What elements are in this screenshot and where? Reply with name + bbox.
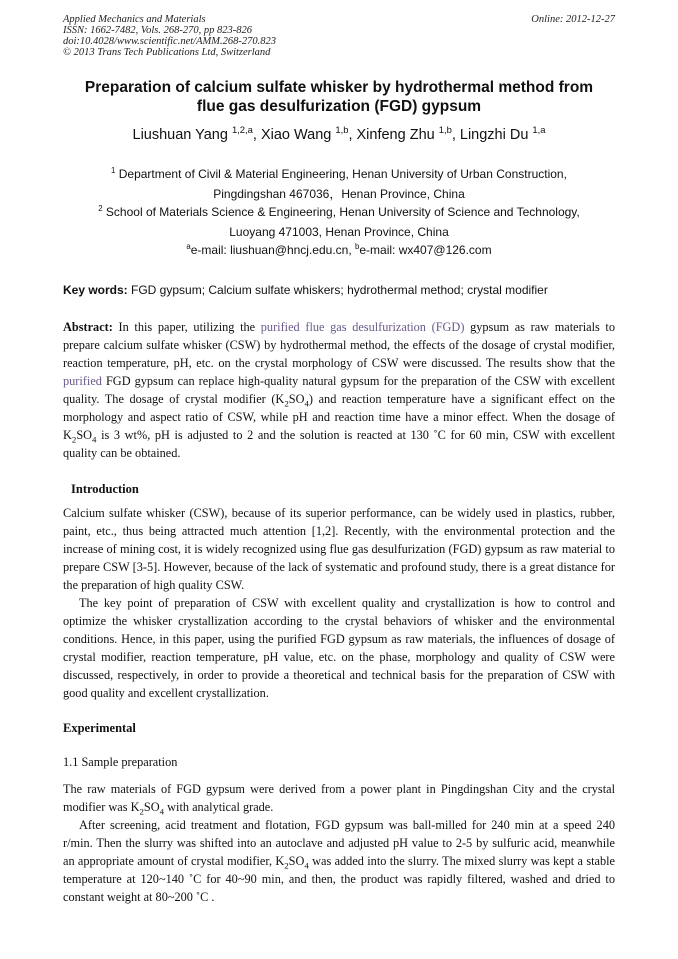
subscript: 4: [159, 806, 165, 817]
email-a: e-mail: liushuan@hncj.edu.cn,: [190, 243, 356, 257]
author-list: Liushuan Yang $^{1,2,a}$, Xiao Wang $^{1,b}$, Xinfeng Zhu $^{1,b}$, Lingzhi Du $^{1,a}$: [132, 124, 546, 143]
affiliation-line: School of Materials Science & Engineering, Henan University of Science and Technology,: [105, 205, 580, 219]
keywords-label: Key words:: [63, 283, 128, 297]
author-name: Xiao Wang: [260, 127, 332, 143]
author-sup: 1,b: [438, 124, 452, 136]
paragraph-text: SO: [143, 800, 160, 814]
subscript: 4: [304, 398, 309, 409]
abstract-text: In this paper, utilizing the: [112, 320, 261, 334]
abstract-text: SO: [288, 392, 305, 406]
paragraph-text: After screening, acid treatment and flotation, FGD gypsum was ball-milled for 240 min at a speed 240 r/min. Then the slurry was shifted into an autoclave and adjusted pH value to 2-5 by sulfuric acid, meanwhile an appropriate amount of crystal modifier, K: [63, 818, 615, 868]
abstract-label: Abstract:: [63, 320, 113, 334]
abstract-highlight: purified flue gas desulfurization (FGD): [260, 320, 465, 334]
email-line: [60, 243, 618, 257]
paragraph-text: with analytical grade.: [164, 800, 274, 814]
affiliation-1: [60, 164, 618, 204]
experimental-heading: Experimental: [63, 721, 136, 735]
keywords-text: FGD gypsum; Calcium sulfate whiskers; hydrothermal method; crystal modifier: [127, 283, 548, 297]
abstract-text: is 3 wt%, pH is adjusted to 2 and the solution is reacted at 130 ˚C for 60 min, CSW with excellent quality can be obtained.: [63, 428, 615, 460]
author-sup: 1,b: [335, 124, 349, 136]
subscript: 2: [71, 434, 77, 445]
author-name: Liushuan Yang: [132, 127, 228, 143]
abstract-text: SO: [76, 428, 93, 442]
affiliation-sup: 2: [98, 204, 103, 213]
abstract: [63, 318, 615, 462]
subscript: 2: [284, 860, 289, 871]
email-sup: a: [186, 242, 191, 251]
abstract-text: FGD gypsum can replace high-quality natural gypsum for the preparation of the CSW with excellent quality. The dosage of crystal modifier (K: [63, 374, 615, 406]
author-sup: 1,2,a: [231, 124, 253, 136]
paper-title: [60, 79, 618, 116]
online-date: Online: 2012-12-27: [531, 14, 615, 25]
introduction-paragraph-2: The key point of preparation of CSW with excellent quality and crystallization is how to control and optimize the whisker crystallization according to the crystal behaviors of whisker and the environmental conditions. Hence, in this paper, using the purified FGD gypsum as raw materials, the influences of dosage of crystal modifier, reaction temperature, pH value, etc. on the phase, morphology and quality of CSW were discussed, respectively, in order to provide a theoretical and technical basis for the preparation of CSW with good quality and excellent crystallization.: [63, 596, 615, 700]
abstract-text: ) and reaction temperature have a significant effect on the morphology and aspect ratio of CSW, while pH and reaction time have a minor effect. When the dosage of K: [63, 392, 615, 442]
copyright-line: © 2013 Trans Tech Publications Ltd, Switzerland: [63, 47, 271, 58]
experimental-paragraph-1: [63, 780, 615, 816]
affiliation-line: Luoyang 471003, Henan Province, China: [229, 225, 449, 239]
issn-line: ISSN: 1662-7482, Vols. 268-270, pp 823-826: [63, 25, 252, 36]
abstract-highlight: purified: [63, 374, 102, 388]
title-line: Preparation of calcium sulfate whisker by hydrothermal method from: [84, 79, 594, 96]
affiliation-line: Pingdingshan 467036，Henan Province, China: [213, 187, 465, 201]
paragraph-text: The raw materials of FGD gypsum were derived from a power plant in Pingdingshan City and the crystal modifier was K: [63, 782, 615, 814]
affiliation-2: [60, 202, 618, 242]
introduction-heading: Introduction: [71, 482, 139, 496]
journal-name: Applied Mechanics and Materials: [63, 14, 206, 25]
author-sup: 1,a: [532, 124, 546, 136]
subscript: 2: [284, 398, 289, 409]
introduction-paragraph-1: Calcium sulfate whisker (CSW), because of its superior performance, can be widely used in plastics, rubber, paint, etc., thus being attracted much attention [1,2]. Recently, with the environmental protection and the increase of mining cost, it is widely recognized using flue gas desulfurization (FGD) gypsum as raw material to prepare CSW [3-5]. However, because of the lack of systematic and profound study, there is a great distance for the preparation of high quality CSW.: [63, 506, 615, 592]
doi-line: doi:10.4028/www.scientific.net/AMM.268-270.823: [63, 36, 276, 47]
paragraph-text: was added into the slurry. The mixed slurry was kept a stable temperature at 120~140 ˚C for 40~90 min, and then, the product was rapidly filtered, washed and dried to constant weight at 80~200 ˚C .: [63, 854, 615, 904]
author-name: Xinfeng Zhu: [356, 127, 435, 143]
author-name: Lingzhi Du: [459, 127, 529, 143]
subsection-heading: 1.1 Sample preparation: [63, 755, 178, 769]
title-line: flue gas desulfurization (FGD) gypsum: [196, 97, 482, 115]
affiliation-line: Department of Civil & Material Engineering, Henan University of Urban Construction,: [118, 167, 567, 181]
subscript: 4: [92, 434, 97, 445]
affiliation-sup: 1: [111, 166, 116, 175]
subscript: 2: [139, 806, 144, 817]
email-sup: b: [355, 242, 360, 251]
email-b: e-mail: wx407@126.com: [359, 243, 492, 257]
paragraph-text: SO: [288, 854, 305, 868]
abstract-text: gypsum as raw materials to prepare calcium sulfate whisker (CSW) by hydrothermal method, the effects of the dosage of crystal modifier, reaction temperature, pH, etc. on the crystal morphology of CSW were discussed. The results show that the: [63, 320, 616, 370]
subscript: 4: [304, 860, 309, 871]
experimental-paragraph-2: [63, 816, 615, 906]
keywords: [63, 283, 615, 297]
journal-header: [63, 14, 276, 58]
